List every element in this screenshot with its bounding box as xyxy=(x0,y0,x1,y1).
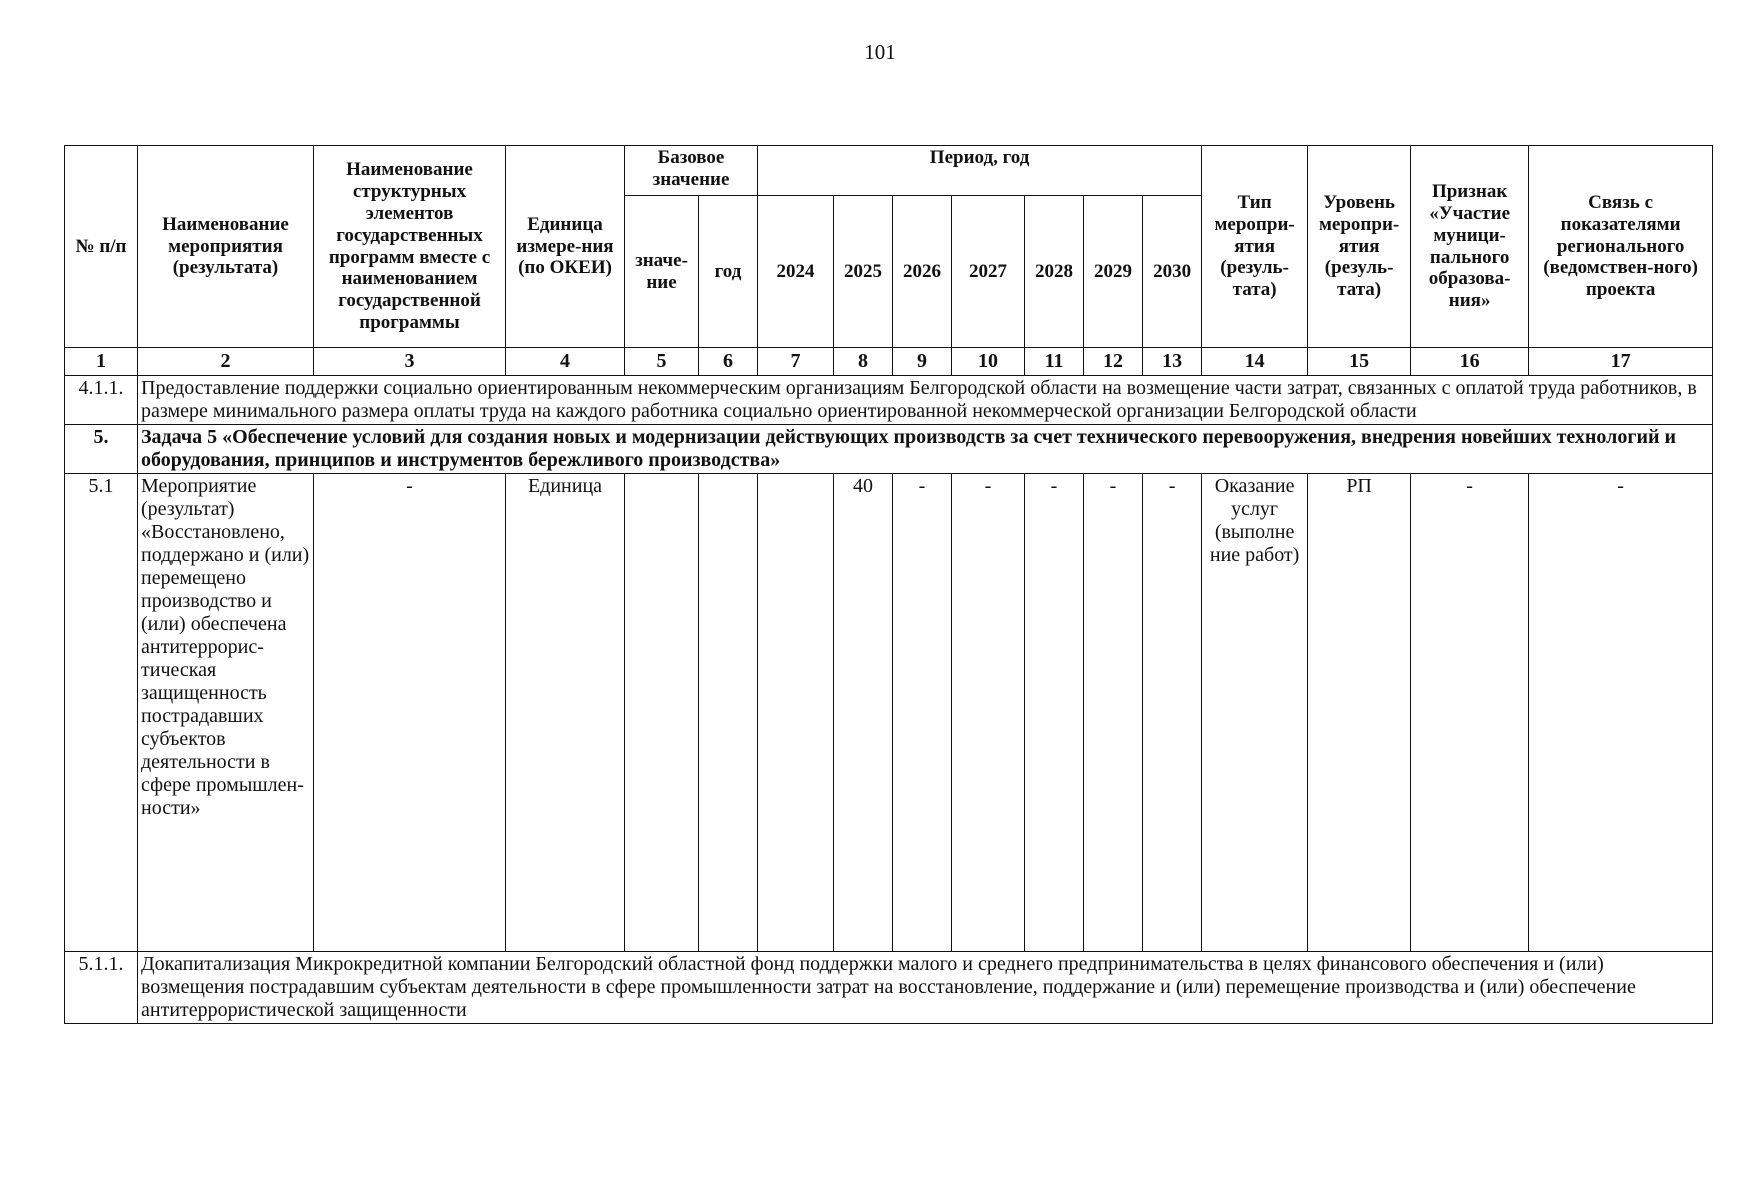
row-number: 5. xyxy=(65,425,138,474)
column-number: 9 xyxy=(893,348,952,376)
header-base-value-value: значе-ние xyxy=(625,196,699,348)
column-number: 13 xyxy=(1143,348,1202,376)
header-period: Период, год xyxy=(758,146,1202,196)
header-year-2030: 2030 xyxy=(1143,196,1202,348)
column-number: 14 xyxy=(1202,348,1308,376)
column-number: 10 xyxy=(952,348,1025,376)
header-link: Связь с показателями регионального (ведомствен-ного) проекта xyxy=(1529,146,1713,348)
header-year-2024: 2024 xyxy=(758,196,834,348)
table-row xyxy=(65,425,1713,474)
value-2027: - xyxy=(952,474,1025,952)
column-number: 6 xyxy=(699,348,758,376)
column-number: 4 xyxy=(506,348,625,376)
value-2024 xyxy=(758,474,834,952)
municipal-participation: - xyxy=(1411,474,1529,952)
measure-type: Оказание услуг (выполне ние работ) xyxy=(1202,474,1308,952)
header-base-value-year: год xyxy=(699,196,758,348)
column-number: 3 xyxy=(314,348,506,376)
header-base-value: Базовое значение xyxy=(625,146,758,196)
column-number: 16 xyxy=(1411,348,1529,376)
row-number: 5.1 xyxy=(65,474,138,952)
column-number: 2 xyxy=(138,348,314,376)
value-2025: 40 xyxy=(834,474,893,952)
column-number: 5 xyxy=(625,348,699,376)
column-number: 17 xyxy=(1529,348,1713,376)
header-year-2026: 2026 xyxy=(893,196,952,348)
header-year-2029: 2029 xyxy=(1084,196,1143,348)
value-2026: - xyxy=(893,474,952,952)
measures-table xyxy=(64,145,1713,1024)
table-row xyxy=(65,474,1713,952)
row-description: Предоставление поддержки социально ориентированным некоммерческим организациям Белгородской области на возмещение части затрат, связанных с оплатой труда работников, в размере минимального размера оплаты труда на каждого работника социально ориентированной некоммерческой организации Белгородской области xyxy=(138,376,1713,425)
row-description: Докапитализация Микрокредитной компании Белгородский областной фонд поддержки малого и среднего предпринимательства в целях финансового обеспечения и (или) возмещения пострадавшим субъектам деятельности в сфере промышленности затрат на восстановление, поддержание и (или) перемещение производства и (или) обеспечение антитеррористической защищенности xyxy=(138,952,1713,1024)
header-year-2025: 2025 xyxy=(834,196,893,348)
header-year-2027: 2027 xyxy=(952,196,1025,348)
header-municipal: Признак «Участие муници-пального образова-ния» xyxy=(1411,146,1529,348)
row-number: 5.1.1. xyxy=(65,952,138,1024)
unit: Единица xyxy=(506,474,625,952)
column-number: 7 xyxy=(758,348,834,376)
value-2028: - xyxy=(1025,474,1084,952)
base-year xyxy=(699,474,758,952)
header-level: Уровень меропри-ятия (резуль-тата) xyxy=(1308,146,1411,348)
table-row xyxy=(65,376,1713,425)
value-2030: - xyxy=(1143,474,1202,952)
value-2029: - xyxy=(1084,474,1143,952)
header-num: № п/п xyxy=(65,146,138,348)
project-link: - xyxy=(1529,474,1713,952)
column-number: 11 xyxy=(1025,348,1084,376)
column-number: 12 xyxy=(1084,348,1143,376)
table-row xyxy=(65,952,1713,1024)
header-structural-elements: Наименование структурных элементов государственных программ вместе с наименованием государственной программы xyxy=(314,146,506,348)
structural-element: - xyxy=(314,474,506,952)
column-number: 8 xyxy=(834,348,893,376)
base-value xyxy=(625,474,699,952)
row-number: 4.1.1. xyxy=(65,376,138,425)
header-unit: Единица измере-ния (по ОКЕИ) xyxy=(506,146,625,348)
measure-level: РП xyxy=(1308,474,1411,952)
column-number: 1 xyxy=(65,348,138,376)
measure-name: Мероприятие (результат) «Восстановлено, поддержано и (или) перемещено производство и (или) обеспечена антитеррорис-тическая защищенность пострадавших субъектов деятельности в сфере промышлен-ности» xyxy=(138,474,314,952)
page-number: 101 xyxy=(864,40,896,64)
column-number: 15 xyxy=(1308,348,1411,376)
header-type: Тип меропри-ятия (резуль-тата) xyxy=(1202,146,1308,348)
header-year-2028: 2028 xyxy=(1025,196,1084,348)
header-name: Наименование мероприятия (результата) xyxy=(138,146,314,348)
column-numbers-row xyxy=(65,348,1713,376)
task-description: Задача 5 «Обеспечение условий для создания новых и модернизации действующих производств за счет технического перевооружения, внедрения новейших технологий и оборудования, принципов и инструментов бережливого производства» xyxy=(138,425,1713,474)
